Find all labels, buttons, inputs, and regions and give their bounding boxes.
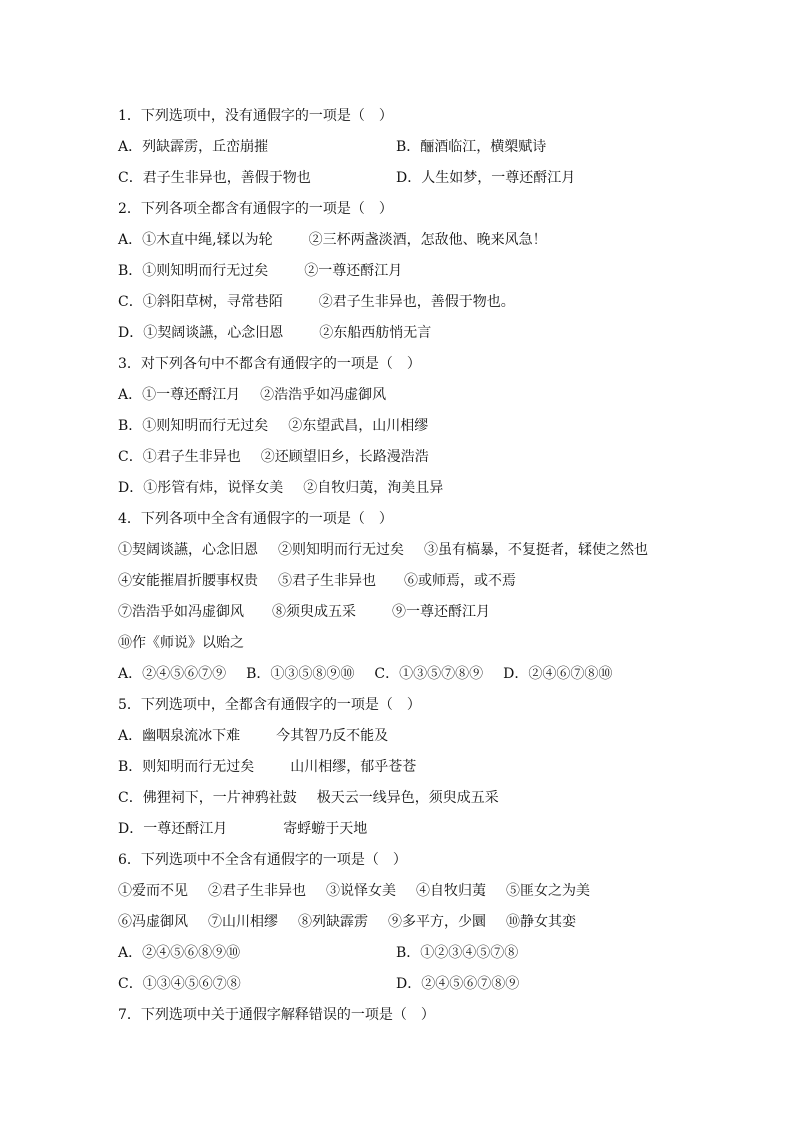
option-part-2: ②自牧归荑，洵美且异 xyxy=(303,480,444,496)
item: ⑩静女其娈 xyxy=(506,914,576,930)
item: ④自牧归荑 xyxy=(416,883,486,899)
question-stem: 6．下列选项中不全含有通假字的一项是（ ） xyxy=(118,852,407,868)
choice-c: C．①③⑤⑦⑧⑨ xyxy=(374,666,484,682)
item: ⑥或师焉，或不焉 xyxy=(404,573,516,589)
option-part-2: ②东望武昌，山川相缪 xyxy=(288,418,429,434)
question-2-option-b xyxy=(118,256,698,287)
item: ⑨一尊还酹江月 xyxy=(392,604,490,620)
option-part-1: ①斜阳草树，寻常巷陌 xyxy=(142,294,283,310)
question-3-option-c xyxy=(118,442,698,473)
item: ①爱而不见 xyxy=(118,883,188,899)
question-2-stem xyxy=(118,194,698,225)
option-part-1: ①君子生非异也 xyxy=(142,449,241,465)
item: ⑤君子生非异也 xyxy=(278,573,376,589)
question-2-option-a xyxy=(118,225,698,256)
question-5-stem xyxy=(118,690,698,721)
option-part-1: ①彤管有炜，说怿女美 xyxy=(143,480,284,496)
option-part-2: 极天云一线异色，须臾成五采 xyxy=(316,790,499,806)
question-4-choices xyxy=(118,659,698,690)
option-a: A．列缺霹雳，丘峦崩摧 xyxy=(118,139,269,155)
option-part-2: ②一尊还酹江月 xyxy=(304,263,403,279)
option-part-2: ②君子生非异也，善假于物也。 xyxy=(318,294,515,310)
choice-a: A．②④⑤⑥⑦⑨ xyxy=(118,666,227,682)
question-2-option-c xyxy=(118,287,698,318)
item: ③虽有槁暴，不复挺者，𫐓使之然也 xyxy=(424,542,648,558)
question-3-option-b xyxy=(118,411,698,442)
option-c: C．君子生非异也，善假于物也 xyxy=(118,170,311,186)
item: ②君子生非异也 xyxy=(208,883,306,899)
option-part-2: 山川相缪，郁乎苍苍 xyxy=(290,759,417,775)
question-2-option-d xyxy=(118,318,698,349)
item: ⑧须臾成五采 xyxy=(272,604,356,620)
question-stem: 7．下列选项中关于通假字解释错误的一项是（ ） xyxy=(118,1007,435,1023)
question-stem: 5．下列选项中，全都含有通假字的一项是（ ） xyxy=(118,697,421,713)
question-1-stem xyxy=(118,101,698,132)
item: ⑤匪女之为美 xyxy=(506,883,590,899)
question-4-items-row-4 xyxy=(118,628,698,659)
option-part-2: ②东船西舫悄无言 xyxy=(319,325,432,341)
question-4-items-row-3 xyxy=(118,597,698,628)
question-5-option-c xyxy=(118,783,698,814)
choice-d: D．②④⑥⑦⑧⑩ xyxy=(503,666,613,682)
option-part-1: B．则知明而行无过矣 xyxy=(118,759,255,775)
item: ⑥冯虚御风 xyxy=(118,914,188,930)
option-part-1: ①则知明而行无过矣 xyxy=(142,418,269,434)
item: ⑩作《师说》以贻之 xyxy=(118,635,244,651)
question-4-items-row-2 xyxy=(118,566,698,597)
question-stem: 4．下列各项中全含有通假字的一项是（ ） xyxy=(118,511,393,527)
question-1-options-cd xyxy=(118,163,698,194)
question-6-items-row-1 xyxy=(118,876,698,907)
question-6-choices-ab xyxy=(118,938,698,969)
question-stem: 2．下列各项全都含有通假字的一项是（ ） xyxy=(118,201,393,217)
option-label: A． xyxy=(118,232,143,248)
question-5-option-d xyxy=(118,814,698,845)
item: ④安能摧眉折腰事权贵 xyxy=(118,573,258,589)
question-5-option-b xyxy=(118,752,698,783)
option-part-1: ①一尊还酹江月 xyxy=(142,387,241,403)
option-part-1: D．一尊还酹江月 xyxy=(118,821,228,837)
option-label: B． xyxy=(118,418,143,434)
question-4-items-row-1 xyxy=(118,535,698,566)
question-5-option-a xyxy=(118,721,698,752)
question-3-stem xyxy=(118,349,698,380)
item: ⑧列缺霹雳 xyxy=(298,914,368,930)
option-part-1: ①则知明而行无过矣 xyxy=(142,263,269,279)
option-d: D．人生如梦，一尊还酹江月 xyxy=(396,170,576,186)
question-1-options-ab xyxy=(118,132,698,163)
option-part-1: C．佛狸祠下，一片神鸦社鼓 xyxy=(118,790,297,806)
option-b: B．酾酒临江，横槊赋诗 xyxy=(396,139,547,155)
option-label: B． xyxy=(118,263,143,279)
choice-d: D．②④⑤⑥⑦⑧⑨ xyxy=(396,976,520,992)
choice-c: C．①③④⑤⑥⑦⑧ xyxy=(118,976,241,992)
item: ③说怿女美 xyxy=(326,883,396,899)
option-part-2: ②三杯两盏淡酒，怎敌他、晚来风急！ xyxy=(308,232,547,248)
option-label: D． xyxy=(118,325,144,341)
option-label: C． xyxy=(118,294,143,310)
item: ②则知明而行无过矣 xyxy=(278,542,404,558)
option-part-2: ②还顾望旧乡，长路漫浩浩 xyxy=(260,449,429,465)
choice-b: B．①②③④⑤⑦⑧ xyxy=(396,945,519,961)
question-3-option-d xyxy=(118,473,698,504)
option-part-1: A．幽咽泉流冰下难 xyxy=(118,728,241,744)
question-list xyxy=(118,101,698,1031)
question-stem: 3．对下列各句中不都含有通假字的一项是（ ） xyxy=(118,356,421,372)
item: ⑦山川相缪 xyxy=(208,914,278,930)
option-label: D． xyxy=(118,480,144,496)
question-7-stem xyxy=(118,1000,698,1031)
option-part-2: 今其智乃反不能及 xyxy=(276,728,389,744)
question-4-stem xyxy=(118,504,698,535)
option-label: A． xyxy=(118,387,143,403)
item: ⑨多平方，少圜 xyxy=(388,914,486,930)
option-label: C． xyxy=(118,449,143,465)
question-6-choices-cd xyxy=(118,969,698,1000)
question-stem: 1．下列选项中，没有通假字的一项是（ ） xyxy=(118,108,393,124)
choice-b: B．①③⑤⑧⑨⑩ xyxy=(246,666,355,682)
question-6-items-row-2 xyxy=(118,907,698,938)
option-part-1: ①契阔谈讌，心念旧恩 xyxy=(143,325,284,341)
question-6-stem xyxy=(118,845,698,876)
question-3-option-a xyxy=(118,380,698,411)
choice-a: A．②④⑤⑥⑧⑨⑩ xyxy=(118,945,241,961)
item: ①契阔谈讌，心念旧恩 xyxy=(118,542,258,558)
option-part-2: ②浩浩乎如冯虚御风 xyxy=(260,387,387,403)
item: ⑦浩浩乎如冯虚御风 xyxy=(118,604,244,620)
option-part-1: ①木直中绳,𫐓以为轮 xyxy=(142,232,273,248)
option-part-2: 寄蜉蝣于天地 xyxy=(283,821,368,837)
